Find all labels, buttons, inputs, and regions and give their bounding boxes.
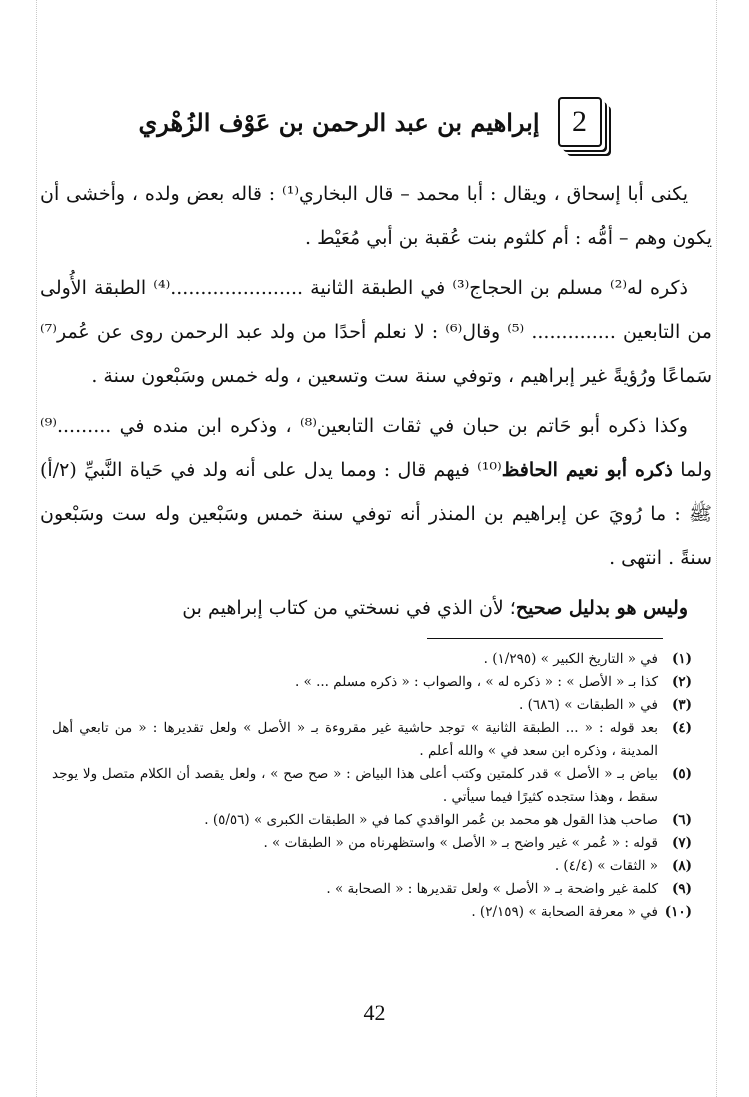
footnote-item: [52, 878, 692, 901]
footnote-text: كذا بـ « الأصل » : « ذكره له » ، والصواب : « ذكره مسلم ... » .: [294, 674, 658, 690]
entry-number-badge: [558, 97, 602, 147]
paragraph-4-bold: وليس هو بدليل صحيح: [515, 597, 688, 619]
footnote-text: في « الطبقات » (٦٨٦) .: [519, 697, 658, 713]
footnote-number: (٨): [671, 858, 692, 874]
footnote-number: (٧): [671, 835, 692, 851]
footnote-number: (٣): [671, 697, 692, 713]
footnote-item: [52, 855, 692, 878]
footnote-number: (٥): [671, 766, 692, 782]
footnote-item: [52, 809, 692, 832]
paragraph-1: يكنى أبا إسحاق ، ويقال : أبا محمد – قال البخاري⁽¹⁾ : قاله بعض ولده ، وأخشى أن يكون وهم – أمُّه : أم كلثوم بنت عُقبة بن أبي مُعَيْط .: [40, 183, 712, 249]
paragraph-3-bold: ذكره أبو نعيم الحافظ: [501, 459, 673, 481]
footnote-text: في « معرفة الصحابة » (٢/١٥٩) .: [471, 904, 658, 920]
footnote-item: [52, 671, 692, 694]
entry-header: [120, 92, 620, 152]
footnote-separator: [427, 638, 663, 639]
paragraph-2: ذكره له⁽²⁾ مسلم بن الحجاج⁽³⁾ في الطبقة الثانية ......................⁽⁴⁾ الطبقة الأُولى من التابعين .............. ⁽⁵⁾ وقال⁽⁶⁾ : لا نعلم أحدًا من ولد عبد الرحمن روى عن عُمر⁽⁷⁾ سَماعًا ورُؤيةً غير إبراهيم ، وتوفي سنة ست وتسعين ، وله خمس وسَبْعون سنة .: [40, 277, 712, 387]
entry-number: 2: [572, 105, 588, 138]
page-number: 42: [363, 1000, 386, 1025]
entry-title: إبراهيم بن عبد الرحمن بن عَوْف الزُهْري: [138, 107, 540, 137]
paragraph-3: [40, 404, 712, 580]
footnote-number: (٦): [671, 812, 692, 828]
footnote-text: « الثقات » (٤/٤) .: [554, 858, 658, 874]
footnote-number: (٢): [671, 674, 692, 690]
footnote-number: (٩): [671, 881, 692, 897]
paragraph-3-part-1: وكذا ذكره أبو حَاتم بن حبان في ثقات التابعين⁽⁸⁾ ، وذكره ابن منده في .........⁽⁹⁾ ولما: [40, 415, 712, 481]
footnote-item: [52, 763, 692, 809]
footnote-text: صاحب هذا القول هو محمد بن عُمر الواقدي كما في « الطبقات الكبرى » (٥/٥٦) .: [204, 812, 658, 828]
footnotes-list: [52, 648, 692, 924]
footnote-text: بعد قوله : « ... الطبقة الثانية » توجد حاشية غير مقروءة بـ « الأصل » ولعل تقديرها : « من تابعي أهل المدينة ، وذكره ابن سعد في » والله أعلم .: [52, 720, 658, 759]
footnote-text: كلمة غير واضحة بـ « الأصل » ولعل تقديرها : « الصحابة » .: [326, 881, 658, 897]
footnote-item: [52, 694, 692, 717]
paragraph-4-rest: ؛ لأن الذي في نسختي من كتاب إبراهيم بن: [182, 597, 516, 619]
footnote-item: [52, 648, 692, 671]
footnote-number: (٤): [671, 720, 692, 736]
footnote-text: بياض بـ « الأصل » قدر كلمتين وكتب أعلى هذا البياض : « صح صح » ، ولعل يقصد أن الكلام متصل ولا يوجد سقط ، وهذا ستجده كثيرًا فيما سيأتي .: [52, 766, 658, 805]
margin-guide-right: [716, 0, 717, 1097]
footnote-item: [52, 832, 692, 855]
footnote-text: قوله : « عُمر » غير واضح بـ « الأصل » واستظهرناه من « الطبقات » .: [263, 835, 658, 851]
main-text: [40, 172, 712, 630]
margin-guide-left: [36, 0, 37, 1097]
paragraph-4: [40, 586, 712, 630]
footnote-number: (١): [671, 651, 692, 667]
footnote-text: في « التاريخ الكبير » (١/٢٩٥) .: [483, 651, 658, 667]
paragraph-3-part-2: ⁽¹⁰⁾ فيهم قال : ومما يدل على أنه ولد في حَياة النَّبيِّ (٢/أ) ﷺ : ما رُويَ عن إبراهيم بن المنذر أنه توفي سنة خمس وسَبْعين وله ست وسَبْعون سنةً . انتهى .: [40, 459, 712, 569]
footnote-item: [52, 717, 692, 763]
footnote-item: [52, 901, 692, 924]
footnote-number: (١٠): [664, 904, 692, 920]
